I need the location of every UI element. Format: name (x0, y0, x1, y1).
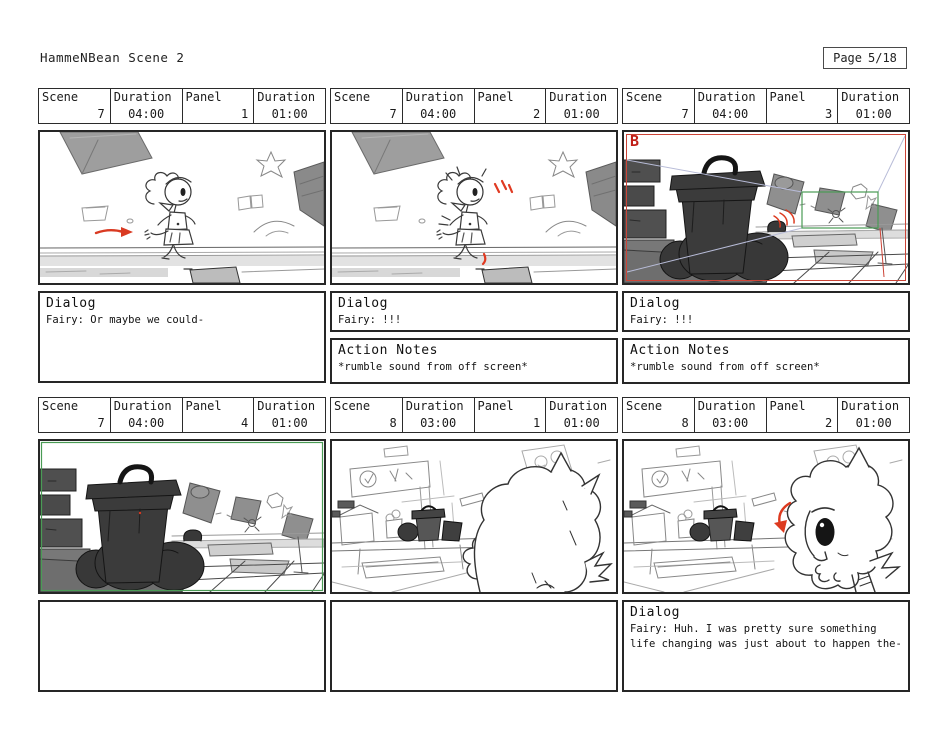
duration-label: Duration (697, 399, 756, 413)
panel-value: 1 (533, 416, 541, 430)
scene-cell (331, 89, 403, 123)
panel-label: Panel (477, 90, 514, 104)
dialog-box (622, 600, 910, 692)
panel-cell (475, 89, 547, 123)
camera-marker-b: B (630, 132, 640, 150)
dialog-title: Dialog (630, 296, 680, 311)
panel-info-table (38, 88, 326, 124)
head-turn-arrow (774, 503, 790, 533)
panel-duration-cell (546, 89, 617, 123)
scene-cell (623, 398, 695, 432)
dialog-text: Fairy: Or maybe we could- (46, 314, 205, 326)
panel-drawing (330, 130, 618, 285)
action-notes-title: Action Notes (630, 343, 730, 358)
dialog-box (330, 291, 618, 332)
sketch-fairy-profile-turn (624, 441, 908, 592)
panel-info-table (330, 88, 618, 124)
panel-drawing (622, 439, 910, 594)
storyboard-panel-2 (330, 88, 618, 373)
panel-duration-value: 01:00 (271, 416, 308, 430)
panel-info-table (622, 88, 910, 124)
panel-notes (330, 600, 618, 692)
alert-marks (483, 181, 512, 264)
scene-label: Scene (626, 399, 663, 413)
panel-duration-value: 01:00 (563, 107, 600, 121)
scene-value: 7 (97, 107, 105, 121)
scene-duration-value: 04:00 (712, 107, 749, 121)
action-notes-box (330, 338, 618, 384)
duration-label: Duration (257, 399, 316, 413)
duration-label: Duration (841, 90, 900, 104)
dialog-text: Fairy: Huh. I was pretty sure something life changing was just about to happen the- (630, 623, 902, 650)
scene-label: Scene (626, 90, 663, 104)
scene-label: Scene (42, 90, 79, 104)
panel-info-table (622, 397, 910, 433)
panel-duration-value: 01:00 (855, 416, 892, 430)
storyboard-panel-1 (38, 88, 326, 326)
panel-duration-cell (838, 398, 909, 432)
red-dot (139, 512, 141, 514)
storyboard-panel-6 (622, 397, 910, 650)
dialog-text: Fairy: !!! (630, 314, 694, 326)
scene-value: 7 (681, 107, 689, 121)
panel-info-table (38, 397, 326, 433)
action-notes-box (622, 338, 910, 384)
scene-duration-cell (403, 398, 475, 432)
storyboard-panel-4 (38, 397, 326, 433)
dialog-title: Dialog (630, 605, 680, 620)
scene-value: 7 (97, 416, 105, 430)
panel-notes (622, 291, 910, 384)
sketch-trash-cans-camera-move (624, 132, 908, 283)
scene-label: Scene (334, 399, 371, 413)
panel-value: 1 (241, 107, 249, 121)
sketch-fairy-startled (332, 132, 616, 283)
dialog-text: Fairy: !!! (338, 314, 402, 326)
scene-duration-value: 03:00 (420, 416, 457, 430)
action-notes-title: Action Notes (338, 343, 438, 358)
storyboard-panel-3 (622, 88, 910, 373)
panel-cell (183, 398, 255, 432)
scene-cell (623, 89, 695, 123)
scene-cell (39, 89, 111, 123)
duration-label: Duration (549, 399, 608, 413)
motion-arrow-right (96, 227, 133, 237)
scene-duration-value: 04:00 (128, 416, 165, 430)
panel-value: 2 (533, 107, 541, 121)
panel-label: Panel (769, 399, 806, 413)
scene-cell (39, 398, 111, 432)
panel-cell (767, 398, 839, 432)
scene-duration-cell (111, 398, 183, 432)
panel-notes (330, 291, 618, 384)
panel-drawing (38, 130, 326, 285)
scene-duration-value: 04:00 (420, 107, 457, 121)
scene-duration-value: 04:00 (128, 107, 165, 121)
dialog-title: Dialog (338, 296, 388, 311)
scene-label: Scene (334, 90, 371, 104)
duration-label: Duration (257, 90, 316, 104)
panel-duration-cell (254, 398, 325, 432)
dialog-box (622, 291, 910, 332)
panel-duration-value: 01:00 (563, 416, 600, 430)
panel-info-table (330, 397, 618, 433)
page-word: Page (833, 51, 862, 65)
sketch-trash-cans-full-frame (40, 441, 324, 592)
panel-notes (622, 600, 910, 692)
panel-value: 2 (825, 416, 833, 430)
panel-cell (767, 89, 839, 123)
panel-label: Panel (185, 399, 222, 413)
duration-label: Duration (113, 90, 172, 104)
scene-value: 8 (681, 416, 689, 430)
action-notes-text: *rumble sound from off screen* (630, 361, 820, 373)
page-number: 5/18 (868, 51, 897, 65)
panel-drawing (622, 130, 910, 285)
page-number-box (823, 47, 907, 69)
dialog-box (38, 291, 326, 383)
empty-notes-box (38, 600, 326, 692)
scene-value: 7 (389, 107, 397, 121)
panel-drawing (38, 439, 326, 594)
duration-label: Duration (697, 90, 756, 104)
duration-label: Duration (405, 399, 464, 413)
duration-label: Duration (841, 399, 900, 413)
dialog-title: Dialog (46, 296, 96, 311)
scene-duration-cell (695, 398, 767, 432)
sketch-fairy-walking (40, 132, 324, 283)
scene-duration-cell (111, 89, 183, 123)
panel-duration-value: 01:00 (855, 107, 892, 121)
duration-label: Duration (549, 90, 608, 104)
panel-duration-cell (254, 89, 325, 123)
panel-value: 4 (241, 416, 249, 430)
panel-notes (38, 291, 326, 383)
panel-label: Panel (769, 90, 806, 104)
scene-duration-cell (403, 89, 475, 123)
panel-label: Panel (477, 399, 514, 413)
panel-cell (475, 398, 547, 432)
page-title: HammeNBean Scene 2 (40, 50, 185, 65)
scene-duration-cell (695, 89, 767, 123)
scene-duration-value: 03:00 (712, 416, 749, 430)
panel-notes (38, 600, 326, 692)
panel-duration-cell (546, 398, 617, 432)
empty-notes-box (330, 600, 618, 692)
panel-drawing (330, 439, 618, 594)
panel-value: 3 (825, 107, 833, 121)
panel-label: Panel (185, 90, 222, 104)
panel-duration-value: 01:00 (271, 107, 308, 121)
panel-cell (183, 89, 255, 123)
scene-value: 8 (389, 416, 397, 430)
panel-duration-cell (838, 89, 909, 123)
duration-label: Duration (405, 90, 464, 104)
scene-cell (331, 398, 403, 432)
scene-label: Scene (42, 399, 79, 413)
duration-label: Duration (113, 399, 172, 413)
action-notes-text: *rumble sound from off screen* (338, 361, 528, 373)
storyboard-panel-5 (330, 397, 618, 433)
sketch-fairy-back-of-head (332, 441, 616, 592)
